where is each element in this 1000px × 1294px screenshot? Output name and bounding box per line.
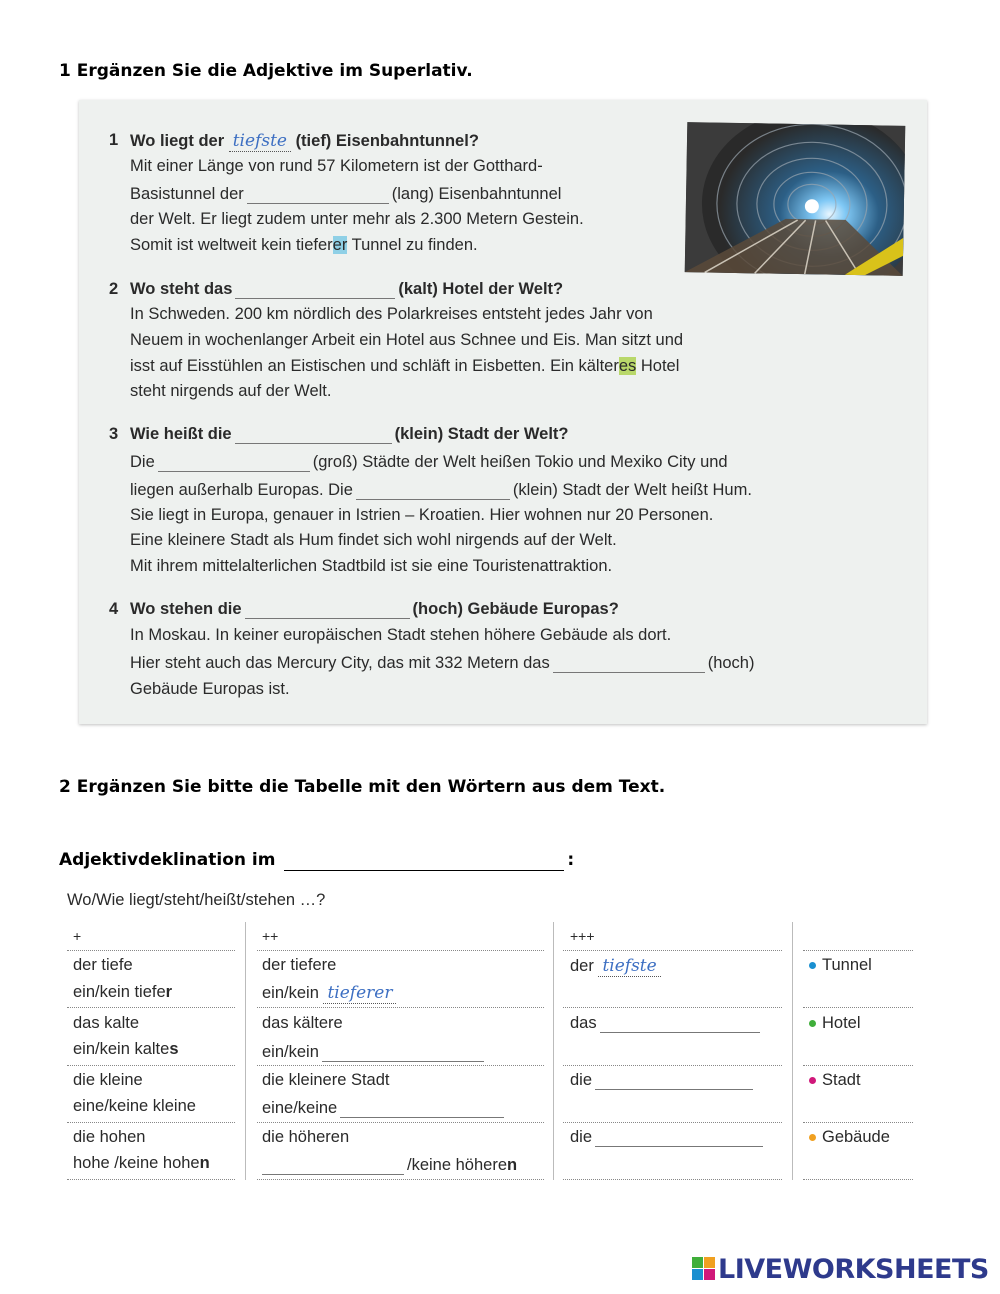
text-line: In Moskau. In keiner europäischen Stadt stehen höhere Gebäude als dort. xyxy=(130,626,672,644)
answer-blank-klein-1[interactable] xyxy=(235,427,392,444)
table-cell: ein/kein tiefer xyxy=(73,983,173,1001)
text-line: Mit ihrem mittelalterlichen Stadtbild ist sie eine Touristenattraktion. xyxy=(130,557,613,575)
bullet-icon xyxy=(809,1020,816,1027)
noun-hotel: Hotel xyxy=(809,1014,861,1033)
table-cell: der tiefste xyxy=(570,956,661,976)
answer-blank-kalt[interactable] xyxy=(235,282,395,299)
table-subtitle: Adjektivdeklination im : xyxy=(59,850,575,870)
answer-example: tieferer xyxy=(323,983,396,1004)
table-question: Wo/Wie liegt/steht/heißt/stehen …? xyxy=(67,891,326,909)
table-blank[interactable] xyxy=(595,1130,763,1147)
text-line: isst auf Eisstühlen an Eistischen und schläft in Eisbetten. Ein kälteres Hotel xyxy=(130,357,680,375)
text-line: Mit einer Länge von rund 57 Kilometern ist der Gotthard- xyxy=(130,157,543,175)
ending-highlight: er xyxy=(332,236,348,254)
bullet-icon xyxy=(809,962,816,969)
exercise-1-title: 1 Ergänzen Sie die Adjektive im Superlativ. xyxy=(59,61,473,81)
table-blank[interactable] xyxy=(340,1101,504,1118)
item-4-question: Wo stehen die (hoch) Gebäude Europas? xyxy=(130,600,619,618)
answer-blank-klein-2[interactable] xyxy=(356,483,510,500)
table-cell: eine/keine kleine xyxy=(73,1097,196,1115)
answer-blank-case[interactable] xyxy=(284,852,564,871)
table-cell: ein/kein xyxy=(262,1043,487,1062)
header-positive: + xyxy=(73,928,82,944)
item-number: 3 xyxy=(109,425,119,443)
bullet-icon xyxy=(809,1077,816,1084)
noun-gebaeude: Gebäude xyxy=(809,1128,890,1147)
item-2-question: Wo steht das (kalt) Hotel der Welt? xyxy=(130,280,564,298)
table-cell: /keine höheren xyxy=(262,1156,517,1175)
text-line: Eine kleinere Stadt als Hum findet sich wohl nirgends auf der Welt. xyxy=(130,531,617,549)
table-cell: die kleinere Stadt xyxy=(262,1071,390,1089)
item-number: 4 xyxy=(109,600,119,618)
item-number: 2 xyxy=(109,280,119,298)
table-cell: ein/kein tieferer xyxy=(262,983,396,1003)
column-divider xyxy=(792,922,793,1180)
table-cell: der tiefe xyxy=(73,956,133,974)
answer-blank-gross[interactable] xyxy=(158,455,310,472)
text-line: In Schweden. 200 km nördlich des Polarkreises entsteht jedes Jahr von xyxy=(130,305,653,323)
answer-blank-lang[interactable] xyxy=(247,187,389,204)
text-line: Neuem in wochenlanger Arbeit ein Hotel aus Schnee und Eis. Man sitzt und xyxy=(130,331,684,349)
table-cell: hohe /keine hohen xyxy=(73,1154,210,1172)
item-number: 1 xyxy=(109,131,119,149)
noun-stadt: Stadt xyxy=(809,1071,861,1090)
table-cell: die höheren xyxy=(262,1128,350,1146)
header-comparative: ++ xyxy=(262,928,279,944)
text-line: Die (groß) Städte der Welt heißen Tokio und Mexiko City und xyxy=(130,453,728,471)
table-blank[interactable] xyxy=(322,1045,484,1062)
table-blank[interactable] xyxy=(262,1158,404,1175)
noun-tunnel: Tunnel xyxy=(809,956,872,975)
table-cell: das xyxy=(570,1014,763,1033)
header-superlative: +++ xyxy=(570,928,595,944)
answer-example: tiefste xyxy=(598,956,660,977)
liveworksheets-logo[interactable]: LIVEWORKSHEETS xyxy=(692,1254,989,1285)
table-cell: die kleine xyxy=(73,1071,143,1089)
ending-highlight: es xyxy=(618,357,637,375)
answer-example: tiefste xyxy=(229,131,291,152)
table-cell: das kalte xyxy=(73,1014,140,1032)
text-line: Sie liegt in Europa, genauer in Istrien – Kroatien. Hier wohnen nur 20 Personen. xyxy=(130,506,714,524)
table-blank[interactable] xyxy=(595,1073,753,1090)
text-line: Hier steht auch das Mercury City, das mit 332 Metern das (hoch) xyxy=(130,654,755,672)
answer-blank-hoch-1[interactable] xyxy=(245,602,410,619)
text-line: steht nirgends auf der Welt. xyxy=(130,382,332,400)
text-line: Basistunnel der (lang) Eisenbahntunnel xyxy=(130,185,562,203)
table-blank[interactable] xyxy=(600,1016,760,1033)
item-3-question: Wie heißt die (klein) Stadt der Welt? xyxy=(130,425,569,443)
table-cell: die xyxy=(570,1128,766,1147)
column-divider xyxy=(245,922,246,1180)
table-cell: eine/keine xyxy=(262,1099,507,1118)
item-1-question: Wo liegt der tiefste (tief) Eisenbahntunnel? xyxy=(130,131,479,151)
text-line: der Welt. Er liegt zudem unter mehr als 2.300 Metern Gestein. xyxy=(130,210,584,228)
table-cell: der tiefere xyxy=(262,956,337,974)
text-line: liegen außerhalb Europas. Die (klein) Stadt der Welt heißt Hum. xyxy=(130,481,752,499)
table-cell: die xyxy=(570,1071,756,1090)
tunnel-photo xyxy=(685,122,906,276)
answer-blank-hoch-2[interactable] xyxy=(553,656,705,673)
bullet-icon xyxy=(809,1134,816,1141)
exercise-2-title: 2 Ergänzen Sie bitte die Tabelle mit den Wörtern aus dem Text. xyxy=(59,777,666,797)
text-line: Somit ist weltweit kein tieferer Tunnel zu finden. xyxy=(130,236,478,254)
table-cell: das kältere xyxy=(262,1014,343,1032)
text-line: Gebäude Europas ist. xyxy=(130,680,290,698)
column-divider xyxy=(553,922,554,1180)
table-cell: die hohen xyxy=(73,1128,146,1146)
logo-icon xyxy=(692,1257,716,1281)
table-cell: ein/kein kaltes xyxy=(73,1040,179,1058)
